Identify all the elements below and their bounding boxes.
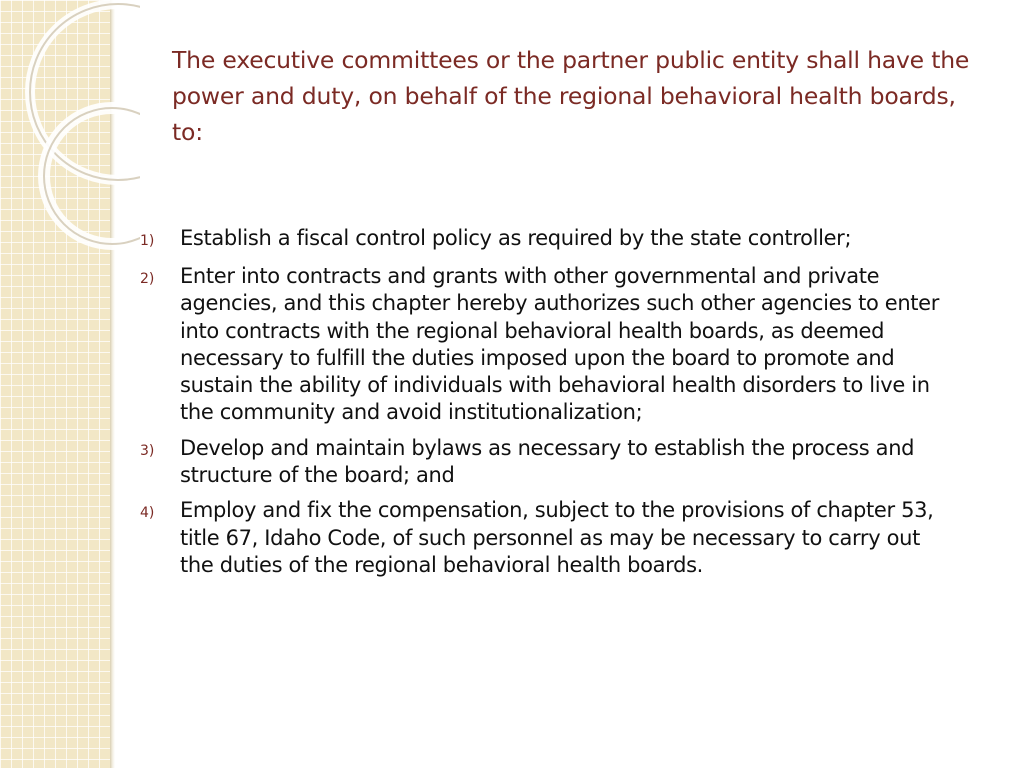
list-item-text: Employ and fix the compensation, subject to the provisions of chapter 53, title 67, Idaho Code, of such personnel as may be necessary to carry out the duties of the regional behavioral health boards. <box>180 498 934 577</box>
list-item-number: 1) <box>140 233 155 249</box>
numbered-list <box>140 225 940 587</box>
list-item <box>140 497 940 579</box>
list-item-number: 2) <box>140 271 155 287</box>
list-item <box>140 263 940 427</box>
list-item-text: Establish a fiscal control policy as required by the state controller; <box>180 226 852 250</box>
list-item <box>140 435 940 490</box>
list-item-text: Develop and maintain bylaws as necessary to establish the process and structure of the board; and <box>180 435 915 488</box>
slide-title: The executive committees or the partner public entity shall have the power and duty, on behalf of the regional behavioral health boards, to: <box>172 46 970 146</box>
list-item-number: 3) <box>140 442 155 459</box>
list-item-text: Enter into contracts and grants with other governmental and private agencies, and this chapter hereby authorizes such other agencies to enter into contracts with the regional behavioral health boards, as deemed necessary to fulfill the duties imposed upon the board to promote and sustain the ability of individuals with behavioral health disorders to live in the community and avoid institutionalization; <box>180 264 940 425</box>
list-item-number: 4) <box>140 505 155 522</box>
decorative-rings-graphic <box>0 0 140 260</box>
list-item <box>140 225 940 255</box>
